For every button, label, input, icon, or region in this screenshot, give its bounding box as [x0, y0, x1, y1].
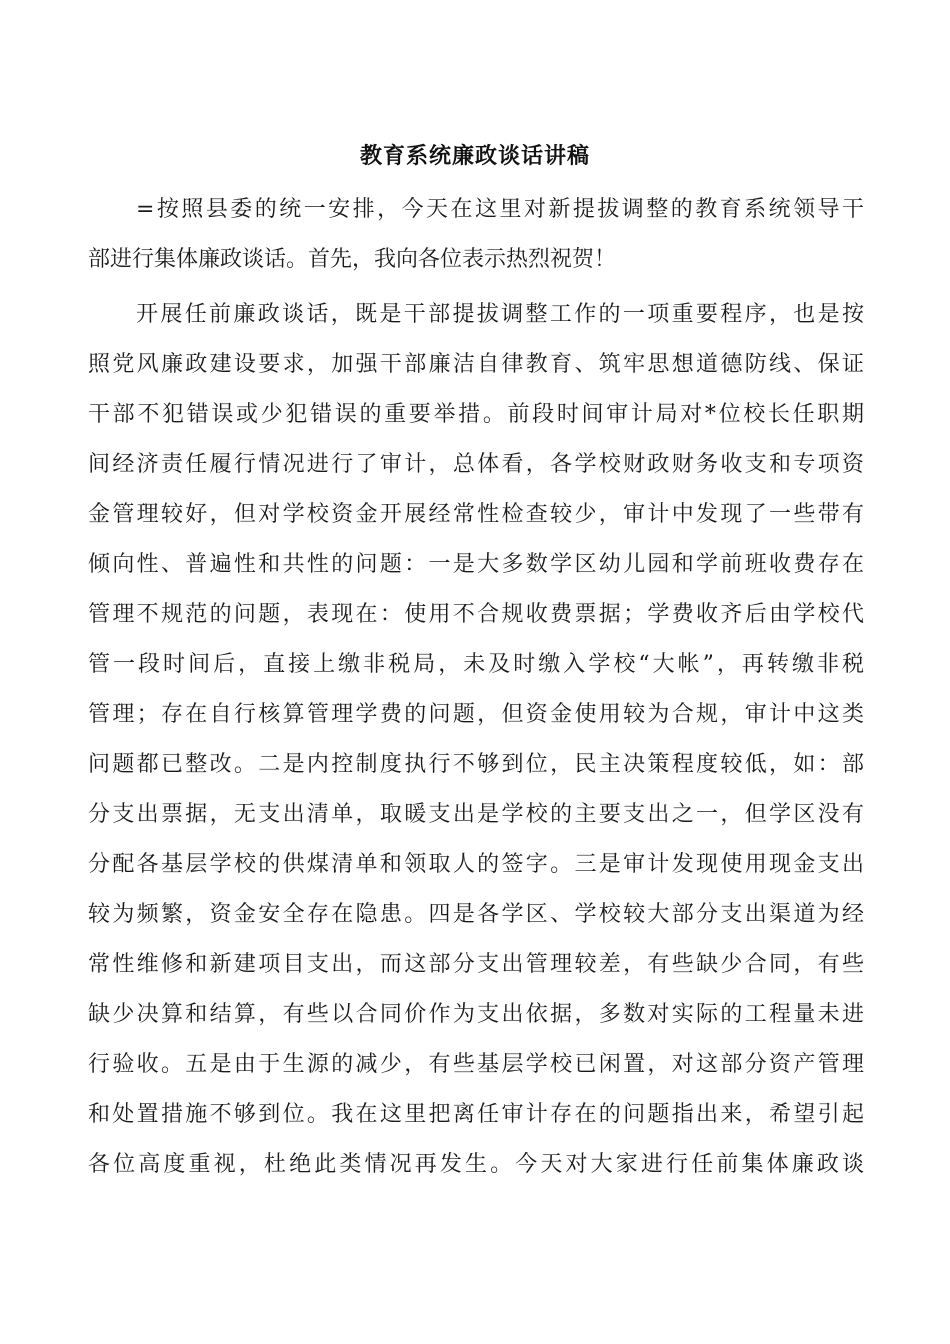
paragraph-2-line: 管一段时间后，直接上缴非税局，未及时缴入学校“大帐”，再转缴非税 — [88, 652, 864, 677]
paragraph-1-line: 部进行集体廉政谈话。首先，我向各位表示热烈祝贺！ — [88, 247, 617, 272]
paragraph-2-line: 倾向性、普遍性和共性的问题：一是大多数学区幼儿园和学前班收费存在 — [88, 552, 864, 577]
paragraph-2-line: 缺少决算和结算，有些以合同价作为支出依据，多数对实际的工程量未进 — [88, 1002, 864, 1027]
paragraph-2-line: 分支出票据，无支出清单，取暖支出是学校的主要支出之一，但学区没有 — [88, 802, 864, 827]
paragraph-2-line: 间经济责任履行情况进行了审计，总体看，各学校财政财务收支和专项资 — [88, 452, 864, 477]
paragraph-2-line: 各位高度重视，杜绝此类情况再发生。今天对大家进行任前集体廉政谈 — [88, 1152, 864, 1177]
paragraph-2-line: 金管理较好，但对学校资金开展经常性检查较少，审计中发现了一些带有 — [88, 502, 864, 527]
document-title: 教育系统廉政谈话讲稿 — [359, 143, 590, 169]
paragraph-1-line: =按照县委的统一安排，今天在这里对新提拔调整的教育系统领导干 — [136, 197, 864, 222]
paragraph-2-line: 开展任前廉政谈话，既是干部提拔调整工作的一项重要程序，也是按 — [136, 302, 864, 327]
paragraph-2-line: 行验收。五是由于生源的减少，有些基层学校已闲置，对这部分资产管理 — [88, 1052, 864, 1077]
paragraph-2-line: 较为频繁，资金安全存在隐患。四是各学区、学校较大部分支出渠道为经 — [88, 902, 864, 927]
paragraph-2-line: 干部不犯错误或少犯错误的重要举措。前段时间审计局对*位校长任职期 — [88, 402, 864, 427]
paragraph-2-line: 问题都已整改。二是内控制度执行不够到位，民主决策程度较低，如：部 — [88, 752, 864, 777]
paragraph-2-line: 分配各基层学校的供煤清单和领取人的签字。三是审计发现使用现金支出 — [88, 852, 864, 877]
paragraph-2-line: 管理；存在自行核算管理学费的问题，但资金使用较为合规，审计中这类 — [88, 702, 864, 727]
paragraph-2-line: 和处置措施不够到位。我在这里把离任审计存在的问题指出来，希望引起 — [88, 1102, 864, 1127]
paragraph-2-line: 管理不规范的问题，表现在：使用不合规收费票据；学费收齐后由学校代 — [88, 602, 864, 627]
paragraph-2-line: 照党风廉政建设要求，加强干部廉洁自律教育、筑牢思想道德防线、保证 — [88, 352, 864, 377]
paragraph-2-line: 常性维修和新建项目支出，而这部分支出管理较差，有些缺少合同，有些 — [88, 952, 864, 977]
